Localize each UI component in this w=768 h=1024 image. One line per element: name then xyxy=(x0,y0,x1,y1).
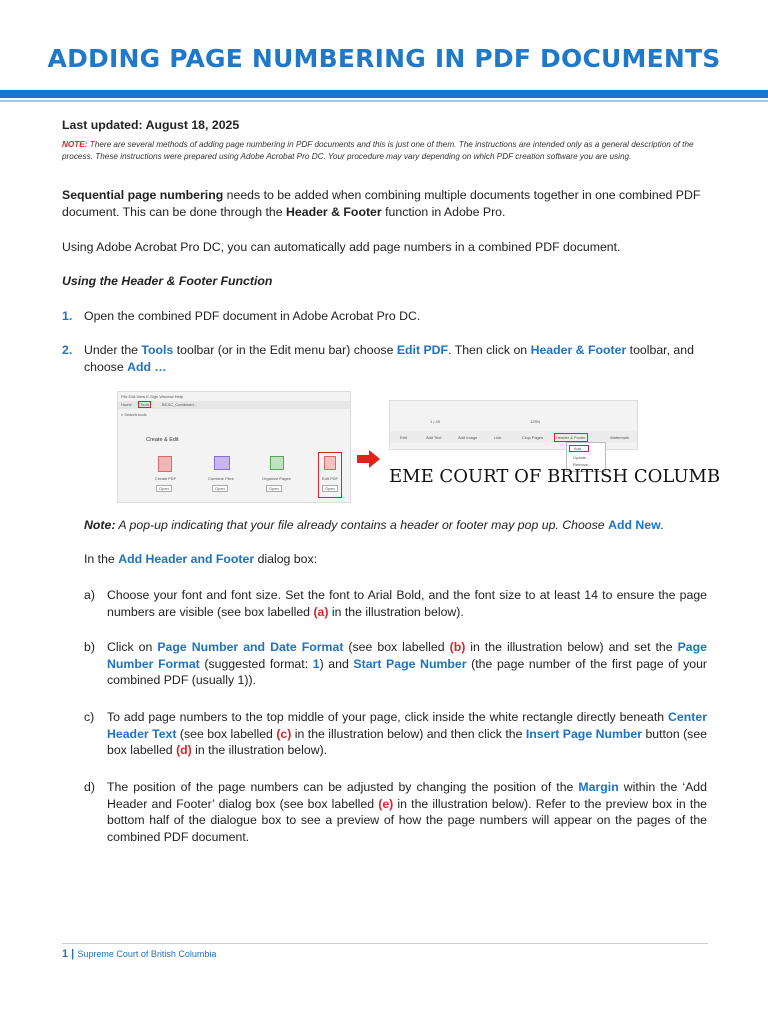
menu-add: Add... xyxy=(569,445,589,452)
c2: (see box labelled xyxy=(176,726,277,741)
create-pdf-icon xyxy=(158,456,172,472)
b-label: (b) xyxy=(449,640,466,654)
item-c xyxy=(62,709,710,761)
item-a-text xyxy=(107,587,707,620)
s2-b: toolbar (or in the Edit menu bar) choose xyxy=(173,343,397,357)
c5: in the illustration below). xyxy=(191,743,328,757)
s2-d: toolbar, and choose xyxy=(84,343,694,374)
intro-bold-2: Header & Footer xyxy=(286,204,382,219)
footer-separator: | xyxy=(68,948,78,960)
item-a-letter: a) xyxy=(84,588,95,602)
edit-pdf-label: Edit PDF xyxy=(322,476,339,481)
search-tools-text: Search tools xyxy=(124,412,147,417)
edit-pdf-icon xyxy=(324,456,336,470)
step-1-number: 1. xyxy=(62,309,73,323)
arrow-right-icon xyxy=(357,450,381,468)
add-new-link: Add New xyxy=(608,518,661,532)
tab-home: Home xyxy=(121,402,132,407)
dialog-intro xyxy=(84,551,732,568)
page-title: ADDING PAGE NUMBERING IN PDF DOCUMENTS xyxy=(47,44,721,73)
intro-text-1: needs to be added when combining multiple documents together in one combined PDF document. This can be done through the xyxy=(62,188,701,219)
combine-files-label: Combine Files xyxy=(208,476,234,481)
page-indicator: 1 / 45 xyxy=(430,419,441,424)
page-number: 1 xyxy=(62,948,69,960)
e-label: (e) xyxy=(378,796,394,811)
note-text: There are several methods of adding page numbering in PDF documents and this is just one of them. The instructions are intended only as a general description of the process. These instructions were prepared using Adobe Acrobat Pro DC. Your procedure may vary depending on which PDF creation software you are using. xyxy=(62,140,694,161)
footer-text: Supreme Court of British Columbia xyxy=(77,949,217,959)
margin-link: Margin xyxy=(578,780,619,794)
create-edit-heading: Create & Edit xyxy=(146,437,179,443)
step-2-number: 2. xyxy=(62,343,73,357)
last-updated: Last updated: August 18, 2025 xyxy=(62,118,240,132)
item-d-text xyxy=(107,779,707,845)
link-tool: Link xyxy=(494,435,502,440)
item-b xyxy=(62,639,710,691)
step-1 xyxy=(62,308,710,326)
d2: within the ‘Add Header and Footer’ dialog box (see box labelled xyxy=(107,780,707,811)
step-2 xyxy=(62,342,710,378)
note2-text: A pop-up indicating that your file already contains a header or footer may pop up. Choose xyxy=(115,518,609,532)
court-banner: EME COURT OF BRITISH COLUMB xyxy=(389,466,721,487)
b5: ) and xyxy=(319,656,354,671)
open-button-1: Open xyxy=(156,485,172,492)
b4: (suggested format: xyxy=(199,656,313,671)
c-label: (c) xyxy=(276,726,292,741)
add-text-tool: Add Text xyxy=(426,435,442,440)
item-d-letter: d) xyxy=(84,780,95,794)
add-link: Add … xyxy=(127,359,167,374)
subheading: Using the Header & Footer Function xyxy=(62,274,273,288)
item-b-letter: b) xyxy=(84,640,95,654)
item-c-text xyxy=(107,709,707,759)
d-label: (d) xyxy=(176,743,192,757)
using-paragraph: Using Adobe Acrobat Pro DC, you can automatically add page numbers in a combined PDF document. xyxy=(62,240,621,254)
header-rule xyxy=(0,90,768,98)
zoom-level: 125% xyxy=(530,419,541,424)
tab-document: BCSC_Combined... xyxy=(162,402,197,407)
tools-link: Tools xyxy=(141,343,174,357)
search-tools xyxy=(121,412,147,417)
c1: To add page numbers to the top middle of your page, click inside the white rectangle directly beneath xyxy=(107,710,669,724)
crop-pages-tool: Crop Pages xyxy=(522,435,544,440)
edit-pdf-link: Edit PDF xyxy=(396,343,449,357)
dialog-intro-b: dialog box: xyxy=(254,552,318,566)
combine-files-icon xyxy=(214,456,230,470)
c3: in the illustration below) and then click the xyxy=(291,726,526,741)
menu-bar-text: File Edit View E-Sign Window Help xyxy=(121,394,183,399)
c4: button (see box labelled xyxy=(107,726,707,757)
intro-text-2: function in Adobe Pro. xyxy=(381,204,506,219)
create-pdf-label: Create PDF xyxy=(155,476,177,481)
tab-tools: Tools xyxy=(140,402,150,407)
a2: in the illustration below). xyxy=(328,604,464,619)
a1: Choose your font and font size. Set the font to Arial Bold, and the font size to at least 14 to ensure the page numbers are visible (see box labelled xyxy=(107,588,707,619)
note2-end: . xyxy=(660,518,665,532)
organize-pages-icon xyxy=(270,456,284,470)
acrobat-tools-screenshot xyxy=(117,391,351,503)
format-one: 1 xyxy=(312,656,320,671)
organize-pages-label: Organize Pages xyxy=(262,476,291,481)
note2-label: Note: xyxy=(84,518,116,532)
dialog-intro-a: In the xyxy=(84,552,119,566)
a-label: (a) xyxy=(313,604,329,619)
step-1-text: Open the combined PDF document in Adobe Acrobat Pro DC. xyxy=(84,309,421,323)
footer-rule xyxy=(62,943,708,944)
b1: Click on xyxy=(107,640,158,654)
header-rule-thin xyxy=(0,100,768,102)
open-button-3: Open xyxy=(266,485,282,492)
add-image-tool: Add Image xyxy=(458,435,478,440)
center-header-text-link: Center Header Text xyxy=(107,710,707,741)
menu-update: Update... xyxy=(573,455,590,460)
page-footer xyxy=(62,948,216,960)
b6: (the page number of the first page of your combined PDF (usually 1)). xyxy=(107,656,708,687)
step-2-text xyxy=(84,342,710,375)
menu-remove: Remove... xyxy=(573,462,592,467)
watermark-tool: Watermark xyxy=(610,435,630,440)
note-label: NOTE: xyxy=(62,140,88,149)
start-page-number-link: Start Page Number xyxy=(353,656,467,671)
item-b-text xyxy=(107,639,707,689)
search-icon: ⌕ xyxy=(121,412,125,417)
d1: The position of the page numbers can be adjusted by changing the position of the xyxy=(107,780,579,794)
header-footer-tool: Header & Footer xyxy=(556,435,586,440)
popup-note xyxy=(84,517,710,534)
add-header-footer-link: Add Header and Footer xyxy=(118,552,255,566)
open-button-2: Open xyxy=(212,485,228,492)
d3: in the illustration below). Refer to the preview box in the bottom half of the dialogue box to see a preview of how the page numbers will appear on the pages of the combined PDF document. xyxy=(107,796,707,844)
b2: (see box labelled xyxy=(343,640,450,654)
s2-c: . Then click on xyxy=(448,343,531,357)
tab-strip xyxy=(118,401,350,409)
s2-a: Under the xyxy=(84,343,142,357)
page-number-date-format-link: Page Number and Date Format xyxy=(157,640,344,654)
insert-page-number-link: Insert Page Number xyxy=(525,726,643,741)
b3: in the illustration below) and set the xyxy=(465,640,678,654)
open-button-4: Open xyxy=(322,485,338,492)
page-number-format-link: Page Number Format xyxy=(107,640,708,671)
item-a xyxy=(62,587,710,623)
header-footer-link: Header & Footer xyxy=(530,343,627,357)
edit-tool: Edit xyxy=(400,435,407,440)
intro-bold-1: Sequential page numbering xyxy=(62,188,224,202)
intro-paragraph xyxy=(62,187,710,220)
item-c-letter: c) xyxy=(84,710,95,724)
item-d xyxy=(62,779,710,847)
disclaimer-note xyxy=(62,139,710,163)
